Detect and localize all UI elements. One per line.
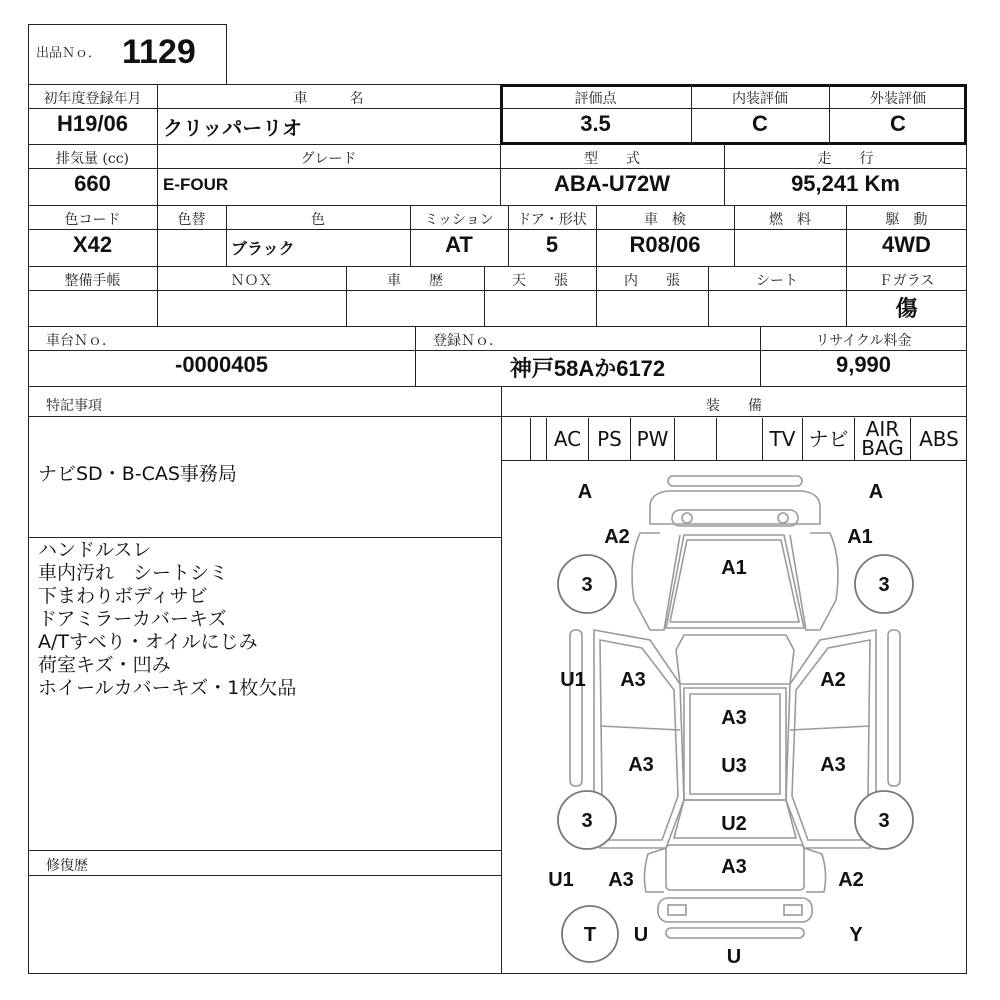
maintenance-record-label: 整備手帳 xyxy=(64,273,121,289)
recycle-fee-label: リサイクル料金 xyxy=(815,333,912,349)
note-line: ハンドルスレ xyxy=(38,539,152,561)
repaint-label: 色替 xyxy=(177,212,206,228)
model-value: ABA-U72W xyxy=(553,171,671,196)
mileage-label: 走 行 xyxy=(817,151,874,167)
vehicle-damage-diagram xyxy=(501,461,967,974)
mark-fender-right: A1 xyxy=(847,526,873,548)
mark-wheel-front-right: 3 xyxy=(878,574,890,596)
mark-rear-right: Y xyxy=(849,924,863,946)
score-label: 評価点 xyxy=(574,91,617,107)
grade-value: E-FOUR xyxy=(163,175,229,194)
front-glass-value: 傷 xyxy=(895,296,918,322)
inspection-label: 車 検 xyxy=(644,212,686,228)
mark-door-rear-left: A3 xyxy=(628,754,654,776)
interior-grade-value: C xyxy=(752,111,768,136)
registration-number-value: 神戸58Aか6172 xyxy=(509,356,666,381)
note-line: ホイールカバーキズ・1枚欠品 xyxy=(38,677,297,699)
equipment-tv: TV xyxy=(762,418,802,460)
note-line: 荷室キズ・凹み xyxy=(38,654,171,676)
equipment-ps: PS xyxy=(588,418,630,460)
note-line: ドアミラーカバーキズ xyxy=(38,608,227,630)
mission-value: AT xyxy=(445,232,473,257)
note-line: 車内汚れ シートシミ xyxy=(38,562,229,584)
interior-grade-label: 内装評価 xyxy=(732,91,788,107)
mark-wheel-front-left: 3 xyxy=(581,574,593,596)
mark-front-left: A xyxy=(577,481,593,503)
mark-quarter-left: A3 xyxy=(608,869,634,891)
color-value: ブラック xyxy=(231,239,295,258)
grade-label: グレード xyxy=(300,151,357,167)
equipment-cell-blank xyxy=(716,418,762,460)
mark-side-left: U1 xyxy=(560,669,586,691)
score-value: 3.5 xyxy=(580,111,611,136)
chassis-number-label: 車台Ｎｏ． xyxy=(46,333,116,349)
repair-history-label: 修復歴 xyxy=(46,858,88,874)
registration-number-label: 登録Ｎｏ． xyxy=(433,333,503,349)
lot-number-label: 出品Ｎｏ． xyxy=(36,46,102,61)
equipment-abs: ABS xyxy=(910,418,967,460)
front-glass-label: Ｆガラス xyxy=(878,273,935,289)
mark-wheel-rear-right: 3 xyxy=(878,810,890,832)
mission-label: ミッション xyxy=(424,212,494,228)
exterior-grade-label: 外装評価 xyxy=(870,91,926,107)
mark-wheel-rear-left: 3 xyxy=(581,810,593,832)
equipment-cell-blank xyxy=(674,418,716,460)
door-value: 5 xyxy=(545,232,559,257)
sunroof-label: 天 張 xyxy=(512,273,568,289)
first-registration-value: H19/06 xyxy=(57,111,128,136)
mileage-value: 95,241 Km xyxy=(791,171,900,196)
note-line: 下まわりボディサビ xyxy=(38,585,208,607)
mark-fender-left: A2 xyxy=(604,526,630,548)
mark-door-rear-right: A3 xyxy=(820,754,846,776)
displacement-label: 排気量 (cc) xyxy=(55,151,130,167)
special-notes-label: 特記事項 xyxy=(46,398,102,414)
note-line: A/Tすべり・オイルにじみ xyxy=(38,631,258,653)
seat-label: シート xyxy=(756,273,798,289)
mark-front-right: A xyxy=(868,481,884,503)
displacement-value: 660 xyxy=(74,171,111,196)
mark-hood: A1 xyxy=(721,557,747,579)
mark-door-front-right: A2 xyxy=(820,669,846,691)
mark-tailgate: A3 xyxy=(721,856,747,878)
equipment-label: 装 備 xyxy=(706,398,762,414)
mark-quarter-right: A2 xyxy=(838,869,864,891)
special-note-line-1: ナビSD・B-CAS事務局 xyxy=(38,463,237,485)
mark-rear-left: U1 xyxy=(548,869,574,891)
fuel-label: 燃 料 xyxy=(769,212,811,228)
car-name-value: クリッパーリオ xyxy=(163,116,302,140)
mark-spare-tire: T xyxy=(583,924,597,946)
exterior-grade-value: C xyxy=(890,111,906,136)
nox-label: ＮＯＸ xyxy=(230,273,273,289)
equipment-pw: PW xyxy=(630,418,674,460)
mark-roof-rear: U3 xyxy=(721,755,747,777)
color-label: 色 xyxy=(311,212,325,228)
mark-rear-bumper-left: U xyxy=(633,924,649,946)
car-name-label: 車 名 xyxy=(293,91,364,107)
door-label: ドア・形状 xyxy=(517,212,587,228)
chassis-number-value: -0000405 xyxy=(175,352,268,377)
equipment-navi: ナビ xyxy=(802,418,854,460)
equipment-airbag: AIR BAG xyxy=(854,418,910,460)
mark-back-window: U2 xyxy=(721,813,747,835)
mark-roof-front: A3 xyxy=(721,707,747,729)
mark-door-front-left: A3 xyxy=(620,669,646,691)
drive-value: 4WD xyxy=(882,232,931,257)
interior-lining-label: 内 張 xyxy=(624,273,680,289)
first-registration-label: 初年度登録年月 xyxy=(43,91,142,107)
lot-number: 1129 xyxy=(122,33,196,71)
equipment-ac: AC xyxy=(546,418,588,460)
inspection-value: R08/06 xyxy=(629,232,701,257)
recycle-fee-value: 9,990 xyxy=(835,352,892,377)
model-label: 型 式 xyxy=(584,151,640,167)
mark-rear-bottom: U xyxy=(726,946,742,968)
equipment-cell-blank xyxy=(530,418,546,460)
color-code-value: X42 xyxy=(72,232,113,257)
vehicle-history-label: 車 歴 xyxy=(387,273,443,289)
color-code-label: 色コード xyxy=(64,212,121,228)
drive-label: 駆 動 xyxy=(885,212,928,228)
